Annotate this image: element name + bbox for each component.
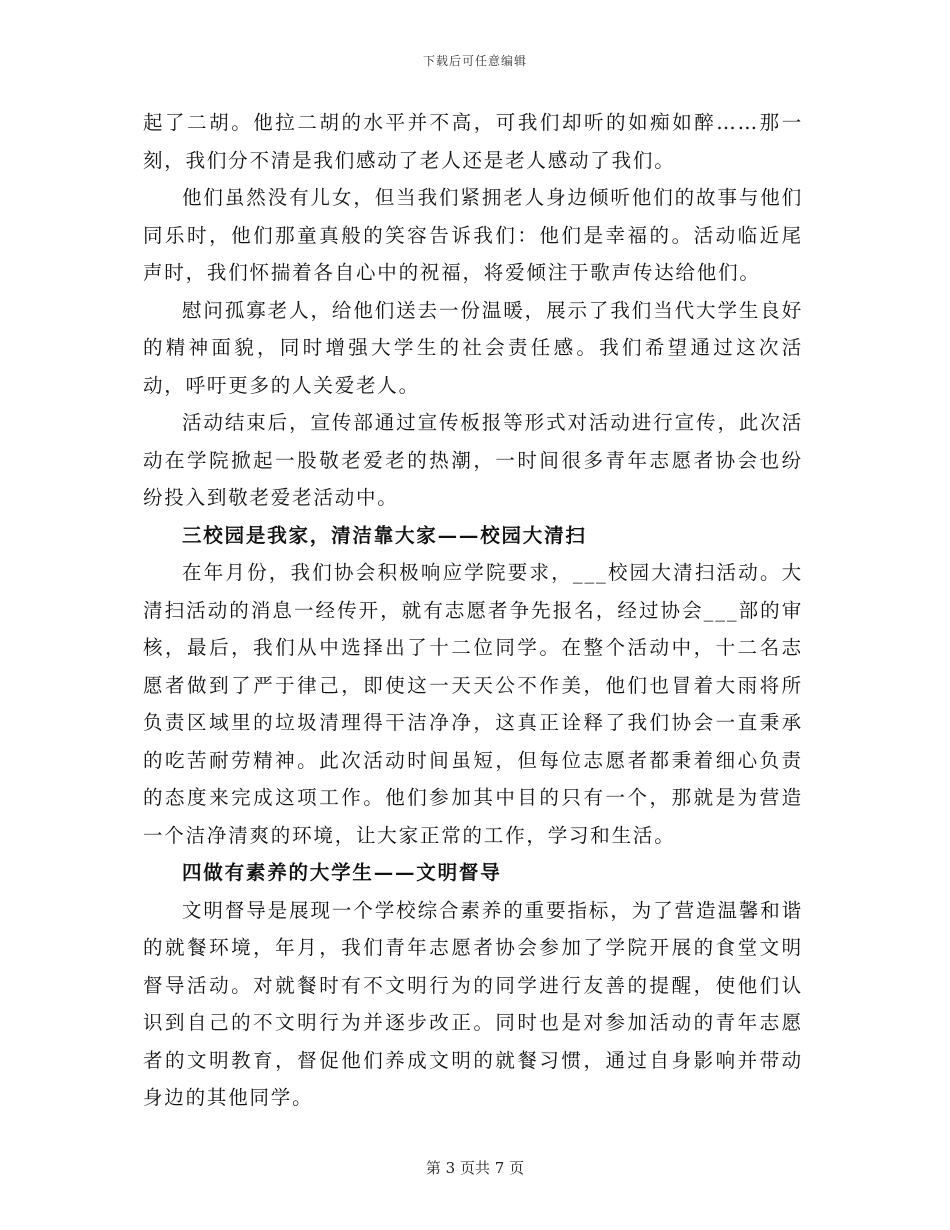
section-heading-4: 四做有素养的大学生——文明督导 — [182, 861, 502, 884]
section-heading-3: 三校园是我家，清洁靠大家——校园大清扫 — [182, 523, 587, 547]
paragraph-6: 文明督导是展现一个学校综合素养的重要指标，为了营造温馨和谐的就餐环境，年月，我们青年志愿者协会参加了学院开展的食堂文明督导活动。对就餐时有不文明行为的同学进行友善的提醒，使他们认识到自己的不文明行为并逐步改正。同时也是对参加活动的青年志愿者的文明教育，督促他们养成文明的就餐习惯，通过自身影响并带动身边的其他同学。 — [143, 898, 803, 1109]
page-header: 下载后可任意编辑 — [422, 54, 527, 68]
paragraph-1: 起了二胡。他拉二胡的水平并不高，可我们却听的如痴如醉……那一刻，我们分不清是我们感动了老人还是老人感动了我们。 — [143, 111, 803, 172]
paragraph-4: 活动结束后，宣传部通过宣传板报等形式对活动进行宣传，此次活动在学院掀起一股敬老爱老的热潮，一时间很多青年志愿者协会也纷纷投入到敬老爱老活动中。 — [143, 411, 803, 509]
paragraph-2: 他们虽然没有儿女，但当我们紧拥老人身边倾听他们的故事与他们同乐时，他们那童真般的笑容告诉我们：他们是幸福的。活动临近尾声时，我们怀揣着各自心中的祝福，将爱倾注于歌声传达给他们。 — [143, 186, 803, 284]
document-body — [143, 104, 803, 1117]
paragraph-3: 慰问孤寡老人，给他们送去一份温暖，展示了我们当代大学生良好的精神面貌，同时增强大学生的社会责任感。我们希望通过这次活动，呼吁更多的人关爱老人。 — [143, 298, 803, 397]
paragraph-5: 在年月份，我们协会积极响应学院要求，___校园大清扫活动。大清扫活动的消息一经传开，就有志愿者争先报名，经过协会___部的审核，最后，我们从中选择出了十二位同学。在整个活动中，十二名志愿者做到了严于律己，即使这一天天公不作美，他们也冒着大雨将所负责区域里的垃圾清理得干洁净净，这真正诠释了我们协会一直秉承的吃苦耐劳精神。此次活动时间虽短，但每位志愿者都秉着细心负责的态度来完成这项工作。他们参加其中目的只有一个，那就是为营造一个洁净清爽的环境，让大家正常的工作，学习和生活。 — [143, 561, 803, 847]
page-footer: 第 3 页共 7 页 — [425, 1159, 525, 1177]
